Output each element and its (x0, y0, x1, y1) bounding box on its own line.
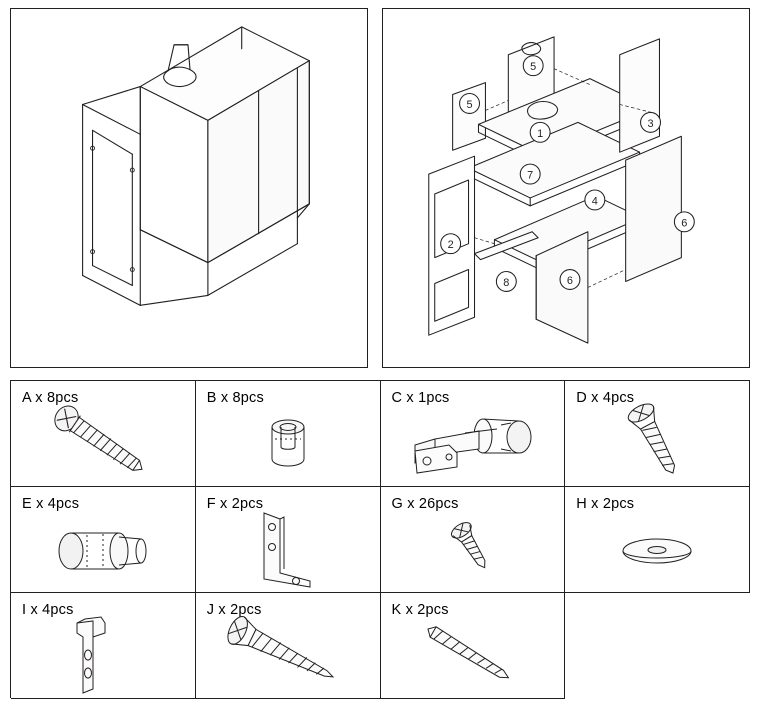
part-cell-h (565, 487, 750, 593)
washer-icon (565, 505, 750, 593)
part-label-k: K x 2pcs (391, 602, 449, 618)
part-3-side-panel (620, 39, 660, 152)
part-label-f: F x 2pcs (206, 496, 264, 512)
svg-text:8: 8 (503, 276, 510, 289)
part-5-left (453, 83, 486, 151)
short-screw-icon (381, 505, 566, 593)
part-label-i: I x 4pcs (22, 602, 74, 618)
part-label-e: E x 4pcs (22, 496, 80, 512)
svg-text:5: 5 (466, 98, 473, 111)
part-label-g: G x 26pcs (391, 496, 459, 512)
parts-list-table (10, 380, 750, 698)
exploded-view-panel (382, 8, 750, 368)
part-label-h: H x 2pcs (576, 496, 635, 512)
svg-text:6: 6 (681, 217, 688, 230)
part-label-d: D x 4pcs (576, 390, 635, 406)
part-cell-f (196, 487, 381, 593)
part-cell-b (196, 381, 381, 487)
part-cell-a (11, 381, 196, 487)
part-label-c: C x 1pcs (391, 390, 450, 406)
part-label-b: B x 8pcs (206, 390, 264, 406)
svg-text:4: 4 (591, 195, 598, 208)
part-label-a: A x 8pcs (22, 390, 79, 406)
svg-text:5: 5 (530, 61, 537, 74)
dowel-sleeve-icon (11, 505, 196, 593)
part-label-j: J x 2pcs (206, 602, 262, 618)
part-cell-e (11, 487, 196, 593)
part-cell-d (565, 381, 750, 487)
part-cell-j (196, 593, 381, 699)
svg-text:6: 6 (566, 274, 574, 287)
hinge-icon (381, 399, 566, 487)
svg-text:2: 2 (447, 239, 454, 252)
assembled-view-panel (10, 8, 368, 368)
part-cell-g (381, 487, 566, 593)
flat-head-screw-icon (565, 399, 750, 487)
pan-head-machine-screw-icon (11, 399, 196, 487)
parts-row (11, 593, 750, 699)
part-6-right-door (626, 136, 682, 281)
parts-row (11, 381, 750, 487)
long-wood-screw-icon (196, 611, 381, 699)
parts-row (11, 487, 750, 593)
part-cell-empty (565, 593, 750, 699)
svg-text:7: 7 (527, 169, 534, 182)
svg-text:3: 3 (647, 117, 654, 130)
shelf-pin-icon (11, 611, 196, 699)
part-cell-c (381, 381, 566, 487)
joint-marks (91, 146, 135, 271)
part-cell-k (381, 593, 566, 699)
wall-anchor-icon (381, 611, 566, 699)
svg-text:1: 1 (537, 127, 544, 140)
part-cell-i (11, 593, 196, 699)
cam-lock-nut-icon (196, 399, 381, 487)
part-7-middle-shelf (469, 122, 640, 206)
corner-bracket-icon (196, 505, 381, 593)
